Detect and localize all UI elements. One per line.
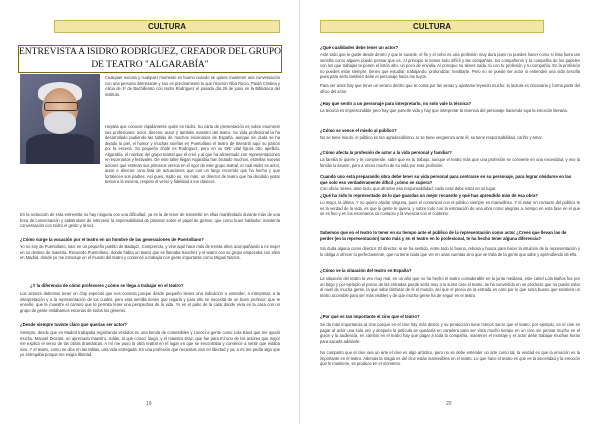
right-answer-9: Se da más importancia al cine porque en el cine hay más dinero y su producción tiene menos sacar que el teatro, por ejemplo, en el cine es pagar al actor una sola vez y después la película se quedaría en cartelera para ser vista mucho tiempo en un cine sin pensar mucho en el guion y la audiencia, en cambio en el teatro hay que pagar a toda la compañía, mantener el montaje y el actor debe trabajar muchas horas para sacarla adelante. bbox=[320, 322, 580, 344]
right-question-1: ¿Qué cualidades debe tener un actor? bbox=[320, 45, 399, 50]
right-question-9: ¿Por qué es tan importante el cine que el teatro? bbox=[320, 314, 420, 319]
right-page bbox=[300, 0, 600, 424]
right-answer-1b: Para ser actor hay que tener un verano dentro que te coma por las venas y ajustarse leyendo mucho: la lectura es necesaria y forma parte del oficio del actor. bbox=[320, 83, 580, 94]
right-question-6: ¿Qué ha sido lo representado de lo que guardas un mejor recuerdo y qué has aprendido más de esa obra? bbox=[320, 193, 539, 198]
right-answer-8: La situación del teatro la veo muy mal, en un año que no ha hecho el teatro considerable en la junta mediana, este cartel Lola Baños fue por un largo y por ejemplo el precio de las entradas puede sería muy a lo sumo caro el teatro, se ha convertido en un producto que no puede estar al nivel de mucha gente, la que sabe disfrutar de él el mundo, así que el precio de la entrada es caro por lo que sería bueno que existiera un teatro accesible para ser más visibles y de que mucha gente ha de seguir en el teatro. bbox=[320, 276, 580, 298]
right-answer-9b: No comparto que el cine sea un arte el cine es algo artístico, pero no se debe entender un arte como tal, la verdad es que la emoción es la importante en el teatro. Además la magia es del cine están inamovibles en el teatro. Lo que hace el teatro es que es la sinceridad y la emoción que le mantiene, se produce en el momento. bbox=[320, 350, 580, 366]
question-2: ¿Y la diferencia de cómo profesores ¿cómo se llega a trabajar en el teatro? bbox=[30, 283, 184, 288]
right-answer-4: La familia te quiere y te comprende, sabe que es tu trabajo, aunque el teatro más que una profesión se convierte en una necesidad, y eso la familia lo asume, pero a veces mucho de su vida por esta profesión. bbox=[320, 157, 580, 168]
answer-3: Siempre, desde que en Madrid trabajaba registrando vestidos en una tienda de comestibles y conocí a gente como Lola Baos que me ayudó mucho, Manuel Dicenta, un apreciado maestro, Julián, al que conocí luego, y el maestro Díaz, que fue para mí uno de los actores que mejor me explicó el verso de las obras dramáticas. A mí me puso la obra teatral en el lugar en que se encontraba y comencé a sentir que estaba vivo. Y el teatro, como se dice en las tablas, una vida entregada. En una profesión que necesitas vivir en libertad y ya, a mí me pedía algo que yo entregaba porque me exigía libertad. bbox=[20, 330, 280, 357]
page-number-left: 19 bbox=[146, 401, 152, 407]
right-question-2: ¿Hay que sentir a un personaje para interpretarlo, no solo vale la técnica? bbox=[320, 101, 472, 106]
photo-beard bbox=[44, 112, 76, 134]
intro-paragraph-2: Hoyalia que conocer rápidamente quién es Isidro. Su carta de presentación es sobre enumerar sus profesiones: actor, director, autor y también maestro del teatro. Su vida profesional la ha desarrollado pudiendo las tablas de muchos escenarios de España, aunque sin duda se ha dejado la piel, el humor y muchas sueñas en Puertollano el teatro de Interartir aquí su pasión por la escena. Su pequeño chalé es Rodríguez, pero en su DNI vital figura otro apellido, Algarabía, el nombre del grupo teatral que él creó y al que ha alimentado con representaciones en escenarios y festivales. De este taller llegan Algarabía han brotado muchos, estrellas nuevas actores que estiman sus primeros versos en el rigor de este grupo teatral, el cual Isidro es actor, autor e director. Una lista de actuaciones que con un largo recorrido que ha hecho y que fortalecen sus padres. Así pues, Isidro es, sin más, un director de teatro que ha decidido justar textos a la escena, respeto el verso y fidelidad a los clásicos. bbox=[105, 124, 280, 184]
answer-1: Yo no soy de Puertollano, nací en un pequeño pueblo de Badajoz. Comprendo, y vine aquí hace más de treinta años acompañando a mi mujer en su destino de maestra. Recuerdo Puertollano, donde había un teatro que se llamaba Sanchez y el teatro con su grupo empezaba con ellos en Madrid, donde yo me introduje en el mundo del teatro y comencé a trabajar con gente importante como Miguel Narros. bbox=[20, 244, 280, 260]
right-answer-7: Sin duda alguna como director. El director, si se ha sentido, entre todo lo bueno, rebosa y busca para hacer la intuición de la representación y lo obliga a ofrecer lo perfectamente, que no tiene nada que ver en unas cuentas sino que se trata de la gente que sabe y aprendiendo de ella. bbox=[320, 246, 580, 257]
right-answer-6: Lo mejor, la última. Y no quiero olvidar ninguna, pues el comunicar con el público siempre es maravilloso. Y el estar en contacto del público te es la verdad de la vida, es que la gente te quiera, y sobre todo con la estimación de una obra como alegrías a, tiempo en esta fase en el que se es fino y en los escenarios su contacto y la vivencia con el contexto. bbox=[320, 200, 580, 216]
photo-shirt bbox=[26, 134, 94, 164]
section-header-right: CULTURA bbox=[320, 20, 544, 33]
intro-paragraph-1: Cualquier excusa y cualquier momento es bueno cuando se quiere mantener una conversación con una persona interesante y eso es precisamente lo que hicieron Alba Rocío, Paula Cristina y Alicia de 1º de Bachillerato con Isidro Rodríguez el pasado día 26 de junio en la Biblioteca del instituto. bbox=[105, 75, 280, 97]
section-header-left: CULTURA bbox=[54, 20, 280, 33]
question-1: ¿Cómo surge la vocación por el teatro en un hombre de las generaciones de Puertollano? bbox=[20, 237, 204, 242]
right-answer-2: La técnica es imprescindible pero hay que ponerle vida y hay que interpretar la vivencia del personaje haciendo tuya la emoción literaria. bbox=[320, 108, 568, 113]
right-question-8: ¿Cómo ve la situación del teatro en España? bbox=[320, 268, 412, 273]
right-answer-3: No se tiene miedo, el público es tan agradecidísimo, ni se tiene vergüenza ante él, se tiene responsabilidad, cariño y amor. bbox=[320, 135, 543, 140]
photo-glasses bbox=[44, 102, 78, 111]
interviewee-photo bbox=[20, 74, 100, 164]
question-3: ¿Desde siempre tuviste claro que querías ser actor? bbox=[20, 322, 127, 327]
right-answer-5: Con oficio, tienes, ante todo, que afrontar esa responsabilidad; cada cosa debe estar en su lugar. bbox=[320, 186, 497, 191]
article-title: ENTREVISTA A ISIDRO RODRÍGUEZ, CREADOR DEL GRUPO DE TEATRO "ALGARABÍA" bbox=[18, 45, 282, 73]
page-number-right: 20 bbox=[446, 401, 452, 407]
right-question-5: Cuando uno está preparando obra debe tener su vida personal para centrarse en su personaje, para lograr olvidarse en las que solo eso verdaderamente difícil ¿cómo se supera? bbox=[320, 174, 572, 185]
right-question-7: Sabemos que en el teatro lo tener en su tiempo ante el público de la representación como actor ¿Crees que llevan las de perder (en la representación) tanto más y en el teatro en lo profesional, te ha hecho tener alguna diferencia? bbox=[320, 230, 567, 241]
body-paragraph-1: En la redacción de esta entrevista no hay ninguna con una dificultad, ya es la de tener de transmitir en ellas manifestado durante más de una hora de conversación y sabiéndose de intervenir la impensabilidad de plasmar sobre el papel de gestos, que como buen hablador, mantenía conversación con Isidro el gesto y la voz. bbox=[20, 212, 280, 228]
right-question-3: ¿Cómo se vence el miedo al público? bbox=[320, 128, 397, 133]
answer-2: Los actores debemos tener un chip especial que nos conecta porque desde pequeño tienes una indicación a entender, a interpretar, a la interpretación y a la representación de los cuales, pero esta semilla tienes que regarla y para ello se necesita de un buen profesor, que te enseñe, que te muestre el camino que te permita tener una perspectiva de la vida. Yo en el patio de la casa donde vivía en la casa con un grupo de gente imitábamos escenas de todos los géneros. bbox=[20, 291, 280, 313]
right-question-4: ¿Cómo afecta la profesión de actor a la vida personal y familiar? bbox=[320, 150, 452, 155]
right-answer-1: Ante todo que le guste desde dentro y que le sucede, el fin y el cebo es una profesión muy dura pues no puedes hacer como si ésta fuera tan sencilla como alguien puede pensar que es. Al principio lo tienes todo difícil y las compañías, los compañeros y la compañía de los papeles con los que trabajas te ponen el listón alto, un poco de envidia. Al principio no tienes nada, tú con tu profesión y tu compañía. En la profesión no puedes estar siempre, tienes que estudiar, trabajando, profundizar, meditarte. Pero no se puede ser actor si entiendes una vida sencilla pues para serlo también debe el personaje hacia los tuyos. bbox=[320, 52, 580, 79]
